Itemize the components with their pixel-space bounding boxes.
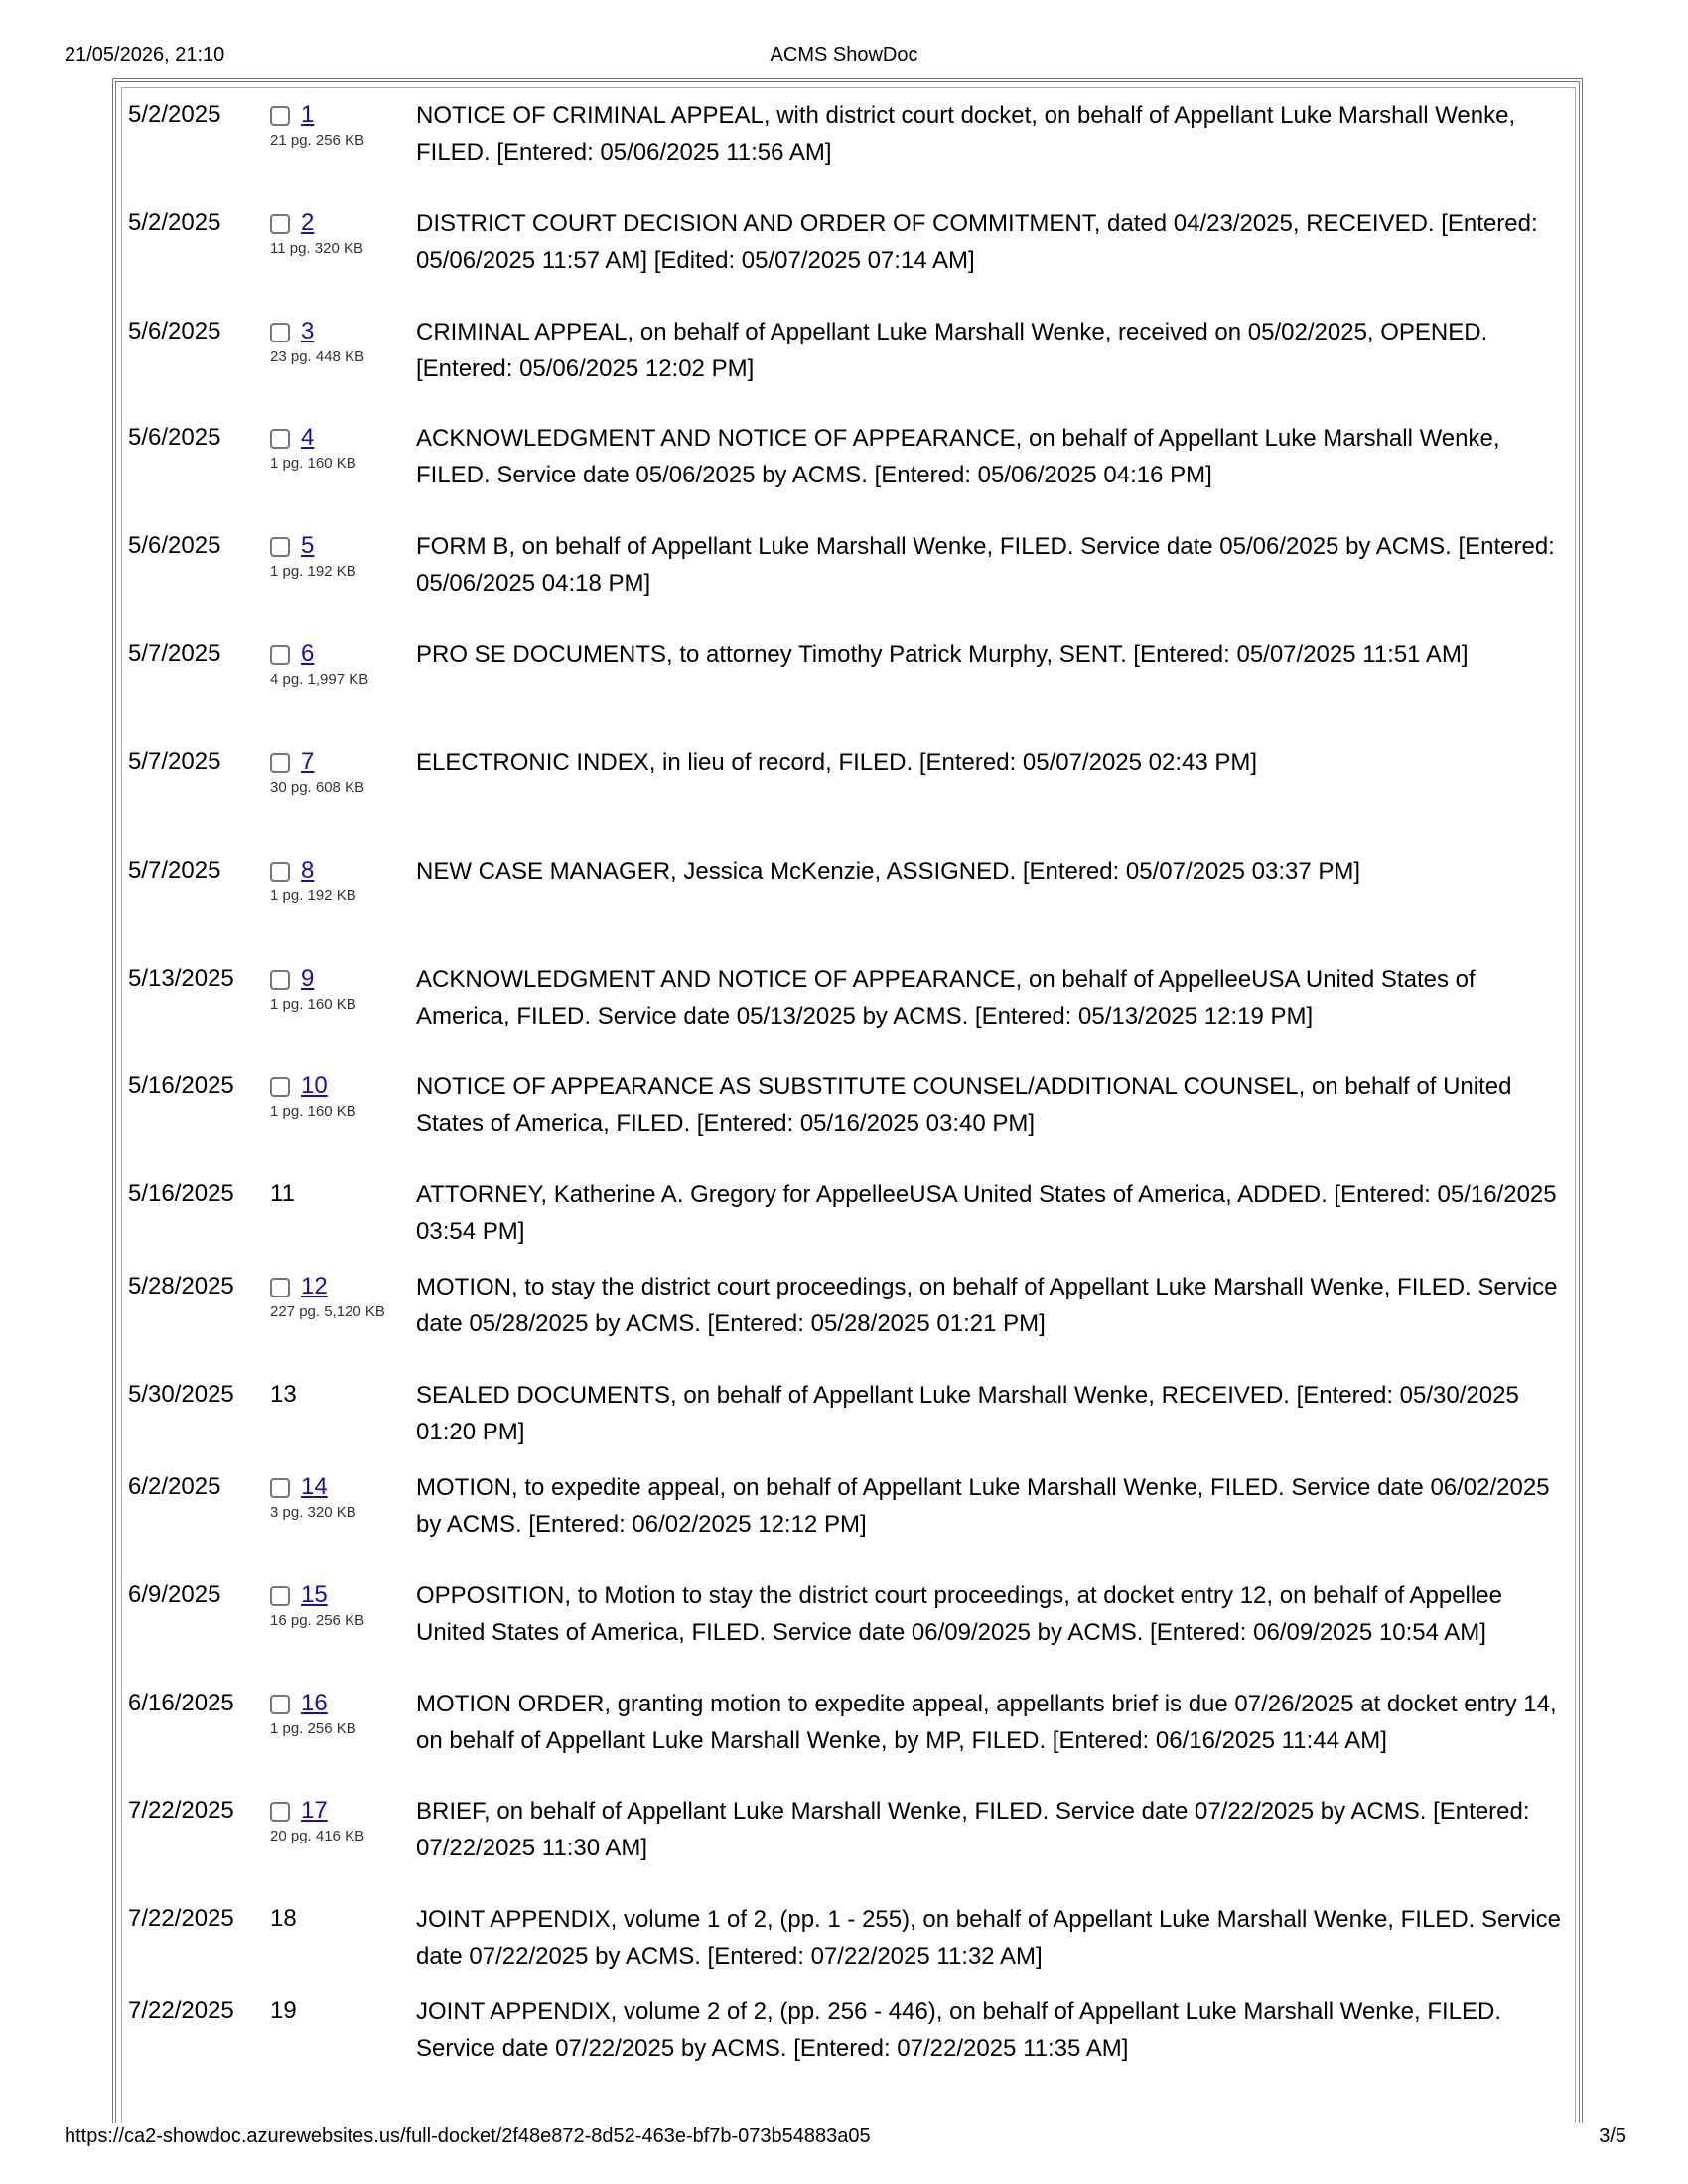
entry-description: DISTRICT COURT DECISION AND ORDER OF COMMITMENT, dated 04/23/2025, RECEIVED. [Entered: 05/06/2025 11:57 AM] [Edited: 05/07/2025 07:14 AM]	[416, 210, 1538, 274]
entry-date: 5/13/2025	[128, 965, 234, 992]
select-document-checkbox[interactable]	[270, 970, 290, 990]
page-number: 3/5	[1599, 2125, 1626, 2147]
document-size-info: 1 pg. 160 KB	[270, 996, 356, 1013]
entry-document-cell	[270, 314, 365, 365]
document-link[interactable]: 3	[301, 318, 315, 344]
entry-description: NOTICE OF APPEARANCE AS SUBSTITUTE COUNSEL/ADDITIONAL COUNSEL, on behalf of United States of America, FILED. [Entered: 05/16/2025 03:40 PM]	[416, 1073, 1512, 1137]
entry-date: 7/22/2025	[128, 1997, 234, 2024]
entry-description: FORM B, on behalf of Appellant Luke Marshall Wenke, FILED. Service date 05/06/2025 by ACMS. [Entered: 05/06/2025 04:18 PM]	[416, 533, 1555, 597]
entry-document-cell	[270, 1269, 385, 1320]
entry-date: 5/16/2025	[128, 1072, 234, 1099]
select-document-checkbox[interactable]	[270, 1802, 290, 1822]
entry-date: 5/30/2025	[128, 1381, 234, 1408]
entry-date: 5/28/2025	[128, 1273, 234, 1299]
document-link[interactable]: 2	[301, 209, 315, 236]
entry-document-cell	[270, 961, 356, 1013]
document-size-info: 1 pg. 256 KB	[270, 1720, 356, 1737]
entry-number: 11	[270, 1180, 295, 1207]
entry-date: 5/2/2025	[128, 209, 221, 236]
entry-document-cell	[270, 1793, 365, 1844]
document-link[interactable]: 5	[301, 532, 315, 559]
page-title: ACMS ShowDoc	[770, 44, 918, 66]
entry-document-cell	[270, 1686, 356, 1737]
document-size-info: 1 pg. 160 KB	[270, 1103, 356, 1120]
entry-document-cell	[270, 97, 365, 149]
document-size-info: 23 pg. 448 KB	[270, 348, 365, 365]
entry-document-cell	[270, 420, 356, 472]
document-link[interactable]: 4	[301, 424, 315, 451]
entry-description: MOTION, to expedite appeal, on behalf of Appellant Luke Marshall Wenke, FILED. Service date 06/02/2025 by ACMS. [Entered: 06/02/2025 12:12 PM]	[416, 1474, 1550, 1538]
document-size-info: 1 pg. 192 KB	[270, 887, 356, 904]
select-document-checkbox[interactable]	[270, 106, 290, 126]
entry-description: PRO SE DOCUMENTS, to attorney Timothy Patrick Murphy, SENT. [Entered: 05/07/2025 11:51 AM]	[416, 641, 1469, 668]
document-link[interactable]: 1	[301, 101, 315, 128]
document-size-info: 3 pg. 320 KB	[270, 1504, 356, 1521]
entry-date: 5/7/2025	[128, 857, 221, 884]
document-size-info: 16 pg. 256 KB	[270, 1612, 365, 1629]
entry-document-cell	[270, 1068, 356, 1120]
document-size-info: 1 pg. 160 KB	[270, 455, 356, 472]
entry-document-cell	[270, 528, 356, 580]
entry-document-cell	[270, 853, 356, 904]
document-size-info: 11 pg. 320 KB	[270, 240, 363, 257]
entry-date: 5/2/2025	[128, 101, 221, 128]
entry-description: NOTICE OF CRIMINAL APPEAL, with district court docket, on behalf of Appellant Luke Marshall Wenke, FILED. [Entered: 05/06/2025 11:56 AM]	[416, 102, 1516, 166]
entry-date: 5/6/2025	[128, 318, 221, 344]
entry-date: 6/9/2025	[128, 1581, 221, 1608]
select-document-checkbox[interactable]	[270, 1077, 290, 1097]
document-link[interactable]: 17	[301, 1797, 328, 1824]
select-document-checkbox[interactable]	[270, 214, 290, 234]
entry-date: 7/22/2025	[128, 1905, 234, 1932]
entry-number: 19	[270, 1997, 297, 2024]
select-document-checkbox[interactable]	[270, 862, 290, 882]
entry-document-cell	[270, 745, 365, 796]
document-size-info: 4 pg. 1,997 KB	[270, 671, 369, 688]
select-document-checkbox[interactable]	[270, 1278, 290, 1297]
document-link[interactable]: 16	[301, 1690, 328, 1716]
entry-description: OPPOSITION, to Motion to stay the district court proceedings, at docket entry 12, on behalf of Appellee United States of America, FILED. Service date 06/09/2025 by ACMS. [Entered: 06/09/2025 10:54 AM]	[416, 1582, 1502, 1646]
print-datetime: 21/05/2026, 21:10	[65, 44, 225, 66]
document-link[interactable]: 7	[301, 749, 315, 775]
document-size-info: 30 pg. 608 KB	[270, 779, 365, 796]
entry-date: 5/7/2025	[128, 640, 221, 667]
entry-document-cell	[270, 1377, 297, 1413]
entry-date: 6/16/2025	[128, 1690, 234, 1716]
select-document-checkbox[interactable]	[270, 1478, 290, 1498]
entry-document-cell	[270, 1993, 297, 2029]
select-document-checkbox[interactable]	[270, 537, 290, 557]
entry-date: 5/6/2025	[128, 532, 221, 559]
entry-date: 5/7/2025	[128, 749, 221, 775]
select-document-checkbox[interactable]	[270, 753, 290, 773]
select-document-checkbox[interactable]	[270, 323, 290, 342]
entry-document-cell	[270, 1901, 297, 1937]
document-link[interactable]: 6	[301, 640, 315, 667]
document-link[interactable]: 12	[301, 1273, 328, 1299]
entry-document-cell	[270, 205, 363, 257]
entry-description: NEW CASE MANAGER, Jessica McKenzie, ASSIGNED. [Entered: 05/07/2025 03:37 PM]	[416, 858, 1361, 885]
entry-date: 5/6/2025	[128, 424, 221, 451]
document-link[interactable]: 14	[301, 1473, 328, 1500]
document-size-info: 21 pg. 256 KB	[270, 132, 365, 149]
entry-number: 18	[270, 1905, 297, 1932]
entry-description: ATTORNEY, Katherine A. Gregory for AppelleeUSA United States of America, ADDED. [Entered: 05/16/2025 03:54 PM]	[416, 1181, 1557, 1245]
entry-description: JOINT APPENDIX, volume 1 of 2, (pp. 1 - 255), on behalf of Appellant Luke Marshall Wenke, FILED. Service date 07/22/2025 by ACMS. [Entered: 07/22/2025 11:32 AM]	[416, 1906, 1562, 1970]
entry-document-cell	[270, 636, 369, 688]
entry-date: 6/2/2025	[128, 1473, 221, 1500]
select-document-checkbox[interactable]	[270, 645, 290, 665]
document-size-info: 227 pg. 5,120 KB	[270, 1303, 385, 1320]
select-document-checkbox[interactable]	[270, 429, 290, 449]
entry-description: JOINT APPENDIX, volume 2 of 2, (pp. 256 - 446), on behalf of Appellant Luke Marshall Wenke, FILED. Service date 07/22/2025 by ACMS. [Entered: 07/22/2025 11:35 AM]	[416, 1998, 1502, 2062]
entry-description: MOTION, to stay the district court proceedings, on behalf of Appellant Luke Marshall Wenke, FILED. Service date 05/28/2025 by ACMS. [Entered: 05/28/2025 01:21 PM]	[416, 1274, 1558, 1337]
entry-date: 7/22/2025	[128, 1797, 234, 1824]
document-link[interactable]: 10	[301, 1072, 328, 1099]
entry-description: BRIEF, on behalf of Appellant Luke Marshall Wenke, FILED. Service date 07/22/2025 by ACMS. [Entered: 07/22/2025 11:30 AM]	[416, 1798, 1530, 1861]
entry-document-cell	[270, 1577, 365, 1629]
document-link[interactable]: 9	[301, 965, 315, 992]
entry-description: ACKNOWLEDGMENT AND NOTICE OF APPEARANCE, on behalf of Appellant Luke Marshall Wenke, FILED. Service date 05/06/2025 by ACMS. [Entered: 05/06/2025 04:16 PM]	[416, 425, 1500, 488]
entry-document-cell	[270, 1176, 295, 1212]
entry-description: ACKNOWLEDGMENT AND NOTICE OF APPEARANCE, on behalf of AppelleeUSA United States of America, FILED. Service date 05/13/2025 by ACMS. [Entered: 05/13/2025 12:19 PM]	[416, 966, 1476, 1029]
entry-description: MOTION ORDER, granting motion to expedite appeal, appellants brief is due 07/26/2025 at docket entry 14, on behalf of Appellant Luke Marshall Wenke, by MP, FILED. [Entered: 06/16/2025 11:44 AM]	[416, 1691, 1557, 1754]
select-document-checkbox[interactable]	[270, 1586, 290, 1606]
page-url: https://ca2-showdoc.azurewebsites.us/full-docket/2f48e872-8d52-463e-bf7b-073b54883a05	[65, 2125, 871, 2147]
entry-description: ELECTRONIC INDEX, in lieu of record, FILED. [Entered: 05/07/2025 02:43 PM]	[416, 750, 1258, 776]
document-link[interactable]: 15	[301, 1581, 328, 1608]
entry-document-cell	[270, 1469, 356, 1521]
entry-description: SEALED DOCUMENTS, on behalf of Appellant Luke Marshall Wenke, RECEIVED. [Entered: 05/30/2025 01:20 PM]	[416, 1382, 1519, 1445]
select-document-checkbox[interactable]	[270, 1695, 290, 1714]
entry-description: CRIMINAL APPEAL, on behalf of Appellant Luke Marshall Wenke, received on 05/02/2025, OPENED. [Entered: 05/06/2025 12:02 PM]	[416, 319, 1488, 382]
entry-date: 5/16/2025	[128, 1180, 234, 1207]
entry-number: 13	[270, 1381, 297, 1408]
document-link[interactable]: 8	[301, 857, 315, 884]
document-size-info: 20 pg. 416 KB	[270, 1828, 365, 1844]
document-size-info: 1 pg. 192 KB	[270, 563, 356, 580]
